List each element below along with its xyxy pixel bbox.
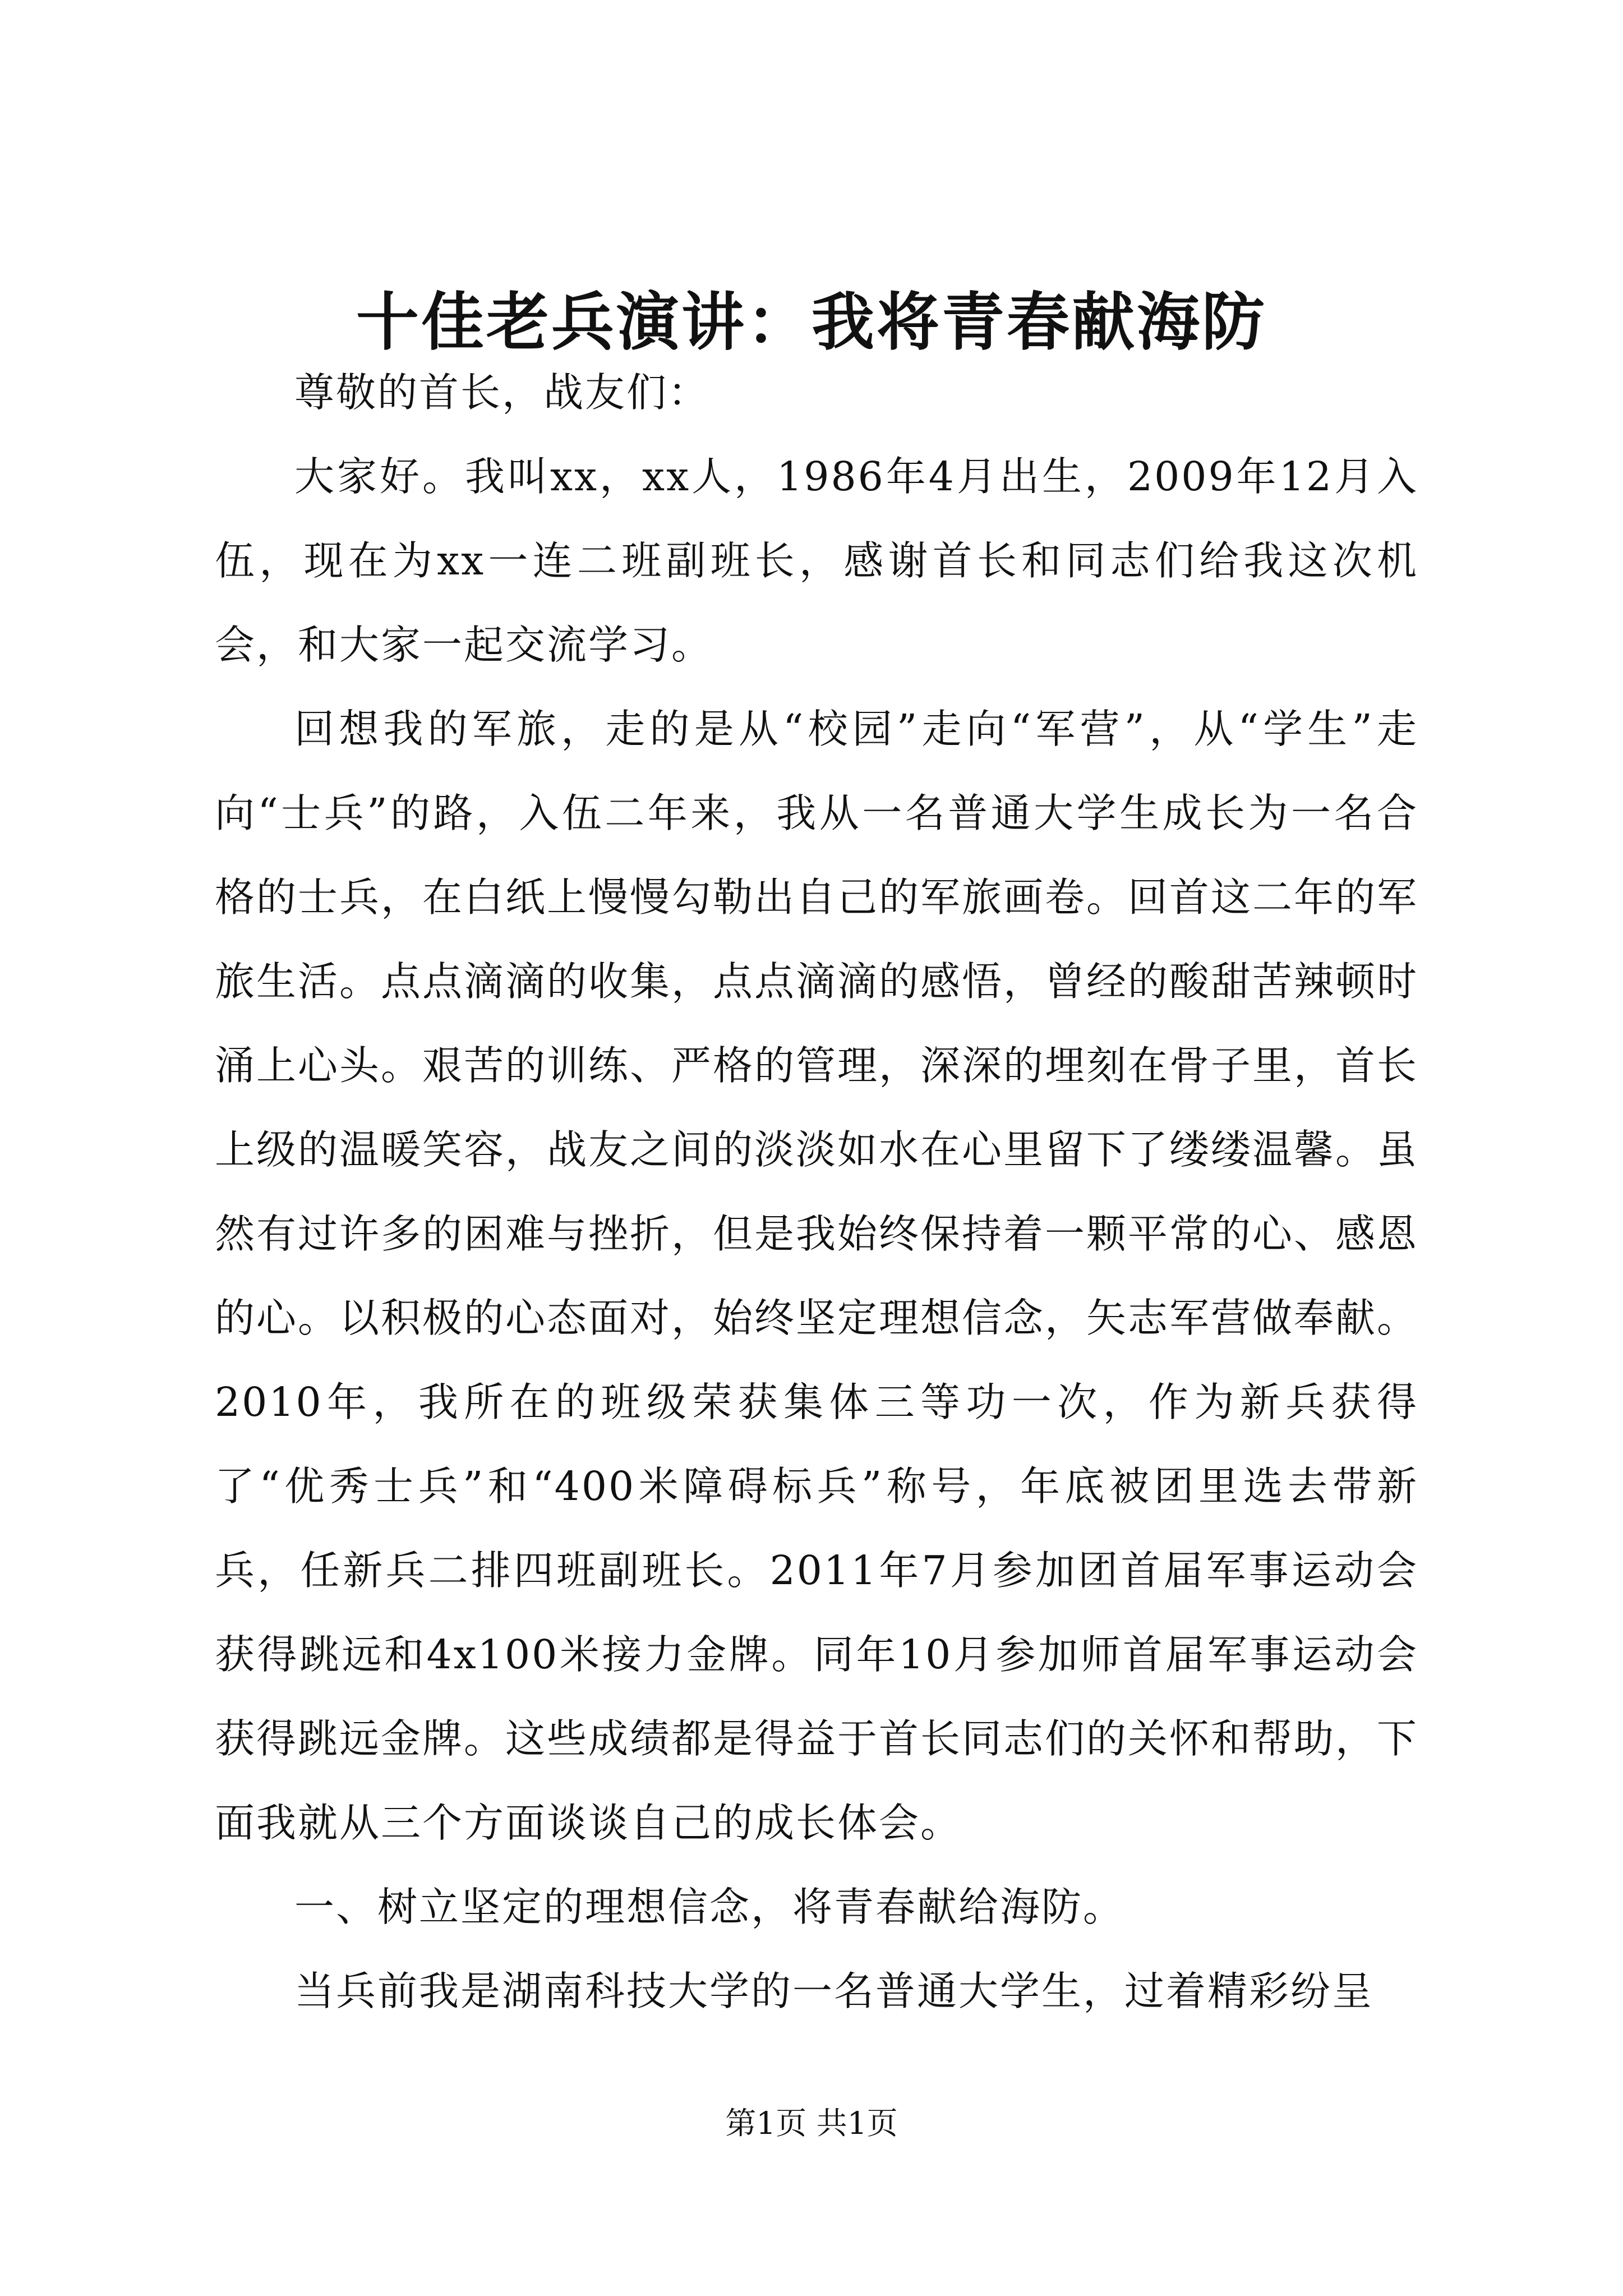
document-title: 十佳老兵演讲：我将青春献海防 — [356, 286, 1267, 359]
document-body — [215, 351, 1418, 2033]
paragraph-salutation: 尊敬的首长，战友们： — [294, 369, 710, 416]
paragraph-before-enlistment: 当兵前我是湖南科技大学的一名普通大学生，过着精彩纷呈 — [294, 1968, 1374, 2014]
page-number-footer: 第1页 共1页 — [725, 2105, 898, 2141]
paragraph-military-experience: 回想我的军旅，走的是从“校园”走向“军营”，从“学生”走向“士兵”的路，入伍二年来，我从一名普通大学生成长为一名合格的士兵，在白纸上慢慢勾勒出自己的军旅画卷。回首这二年的军旅生活。点点滴滴的收集，点点滴滴的感悟，曾经的酸甜苦辣顿时涌上心头。艰苦的训练、严格的管理，深深的埋刻在骨子里，首长上级的温暖笑容，战友之间的淡淡如水在心里留下了缕缕温馨。虽然有过许多的困难与挫折，但是我始终保持着一颗平常的心、感恩的心。以积极的心态面对，始终坚定理想信念，矢志军营做奉献。2010年，我所在的班级荣获集体三等功一次，作为新兵获得了“优秀士兵”和“400米障碍标兵”称号，年底被团里选去带新兵，任新兵二排四班副班长。2011年7月参加团首届军事运动会获得跳远和4x100米接力金牌。同年10月参加师首届军事运动会获得跳远金牌。这些成绩都是得益于首长同志们的关怀和帮助，下面我就从三个方面谈谈自己的成长体会。 — [215, 706, 1419, 1846]
section-heading-one: 一、树立坚定的理想信念，将青春献给海防。 — [294, 1884, 1125, 1930]
paragraph-introduction: 大家好。我叫xx，xx人，1986年4月出生，2009年12月入伍，现在为xx一连二班副班长，感谢首长和同志们给我这次机会，和大家一起交流学习。 — [215, 453, 1418, 668]
